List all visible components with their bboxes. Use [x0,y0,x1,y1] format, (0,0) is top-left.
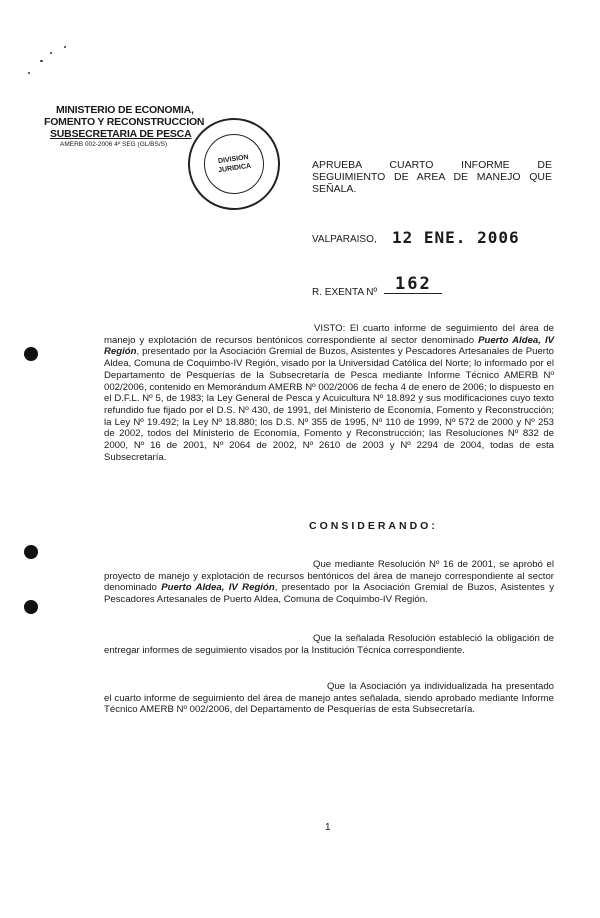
reference-code: AMERB 002-2006 4º SEG (GL/BS/S) [60,141,168,148]
stamp-inner-ring [200,130,268,198]
considerando-paragraph-3: Que la Asociación ya individualizada ha presentado el cuarto informe de seguimiento del área de manejo antes señalada, siendo aprobado mediante Informe Técnico AMERB Nº 002/2006, del Departamento de Pesquerías de esta Subsecretaría. [104,681,554,716]
ministry-line-1: MINISTERIO DE ECONOMIA, [56,104,194,116]
place-label: VALPARAISO, [312,234,377,245]
visto-text-b: , presentado por la Asociación Gremial de Buzos, Asistentes y Pescadores Artesanales de Puerto Aldea, Comuna de Coquimbo-IV Región, visado por la Universidad Católica del Norte; lo informado por el Departamento de Pesquerías de la Subsecretaría de Pesca mediante Informe Técnico AMERB Nº 002/2006, contenido en Memorándum AMERB Nº 002/2006 de fecha 4 de enero de 2006; lo dispuesto en el D.F.L. Nº 5, de 1983; la Ley General de Pesca y Acuicultura Nº 18.892 y sus modificaciones cuyo texto refundido fue fijado por el D.S. Nº 430, de 1991, del Ministerio de Economía, Fomento y Reconstrucción; la Ley Nº 19.492; la Ley Nº 18.880; los D.S. Nº 355 de 1995, Nº 110 de 1999, Nº 572 de 2000 y Nº 253 de 2002, todos del Ministerio de Economía, Fomento y Reconstrucción; las Resoluciones Nº 832 de 2000, Nº 16 de 2001, Nº 2064 de 2002, Nº 2610 de 2003 y Nº 2294 de 2004, todas de esta Subsecretaría. [104,346,554,463]
considerando-heading: CONSIDERANDO: [309,520,438,532]
scan-speck [40,60,43,62]
scan-speck [50,52,52,54]
subsecretaria-line: SUBSECRETARIA DE PESCA [50,128,192,140]
stamp-line-2: JURIDICA [217,162,252,175]
considerando-paragraph-2: Que la señalada Resolución estableció la obligación de entregar informes de seguimiento visados por la Institución Técnica correspondiente. [104,633,554,656]
visto-place-name: Puerto Aldea, IV Región [104,334,555,358]
p1-text-a: Que mediante Resolución Nº 16 de 2001, se aprobó el proyecto de manejo y explotación de recursos bentónicos del área de manejo correspondiente al sector denominado [104,559,554,594]
exenta-label: R. EXENTA Nº [312,287,378,298]
punch-hole [24,347,38,361]
punch-hole [24,600,38,614]
handwritten-date: 12 ENE. 2006 [392,228,520,247]
p1-place-name: Puerto Aldea, IV Región [161,582,275,594]
ministry-line-2: FOMENTO Y RECONSTRUCCION [44,116,205,128]
scan-speck [28,72,30,74]
considerando-paragraph-1 [104,559,554,606]
scan-speck [64,46,66,48]
visto-paragraph [104,323,554,463]
visto-text-a: El cuarto informe de seguimiento del área de manejo y explotación de recursos bentónicos correspondiente al sector denominado [104,323,554,346]
exenta-number-underline [384,293,442,294]
resolution-subject: APRUEBA CUARTO INFORME DE SEGUIMIENTO DE AREA DE MANEJO QUE SEÑALA. [312,159,552,195]
page-number: 1 [325,822,331,833]
stamp-line-1: DIVISION [217,153,250,166]
p1-text-b: , presentado por la Asociación Gremial de Buzos, Asistentes y Pescadores Artesanales de Puerto Aldea, Comuna de Coquimbo-IV Región. [104,582,555,606]
exenta-number: 162 [395,274,432,294]
visto-lead: VISTO: [314,323,350,334]
punch-hole [24,545,38,559]
